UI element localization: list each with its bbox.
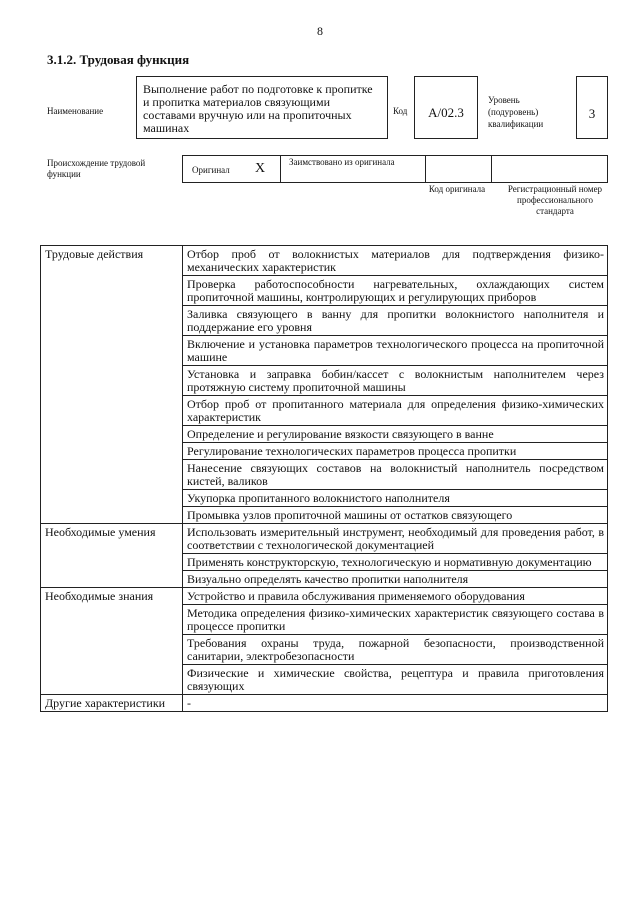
function-name-box: [136, 76, 388, 139]
required-skill-item: Использовать измерительный инструмент, необходимый для проведения работ, в соответствии с технологической документацией: [183, 524, 608, 554]
labor-action-item: Установка и заправка бобин/кассет с волокнистым наполнителем через протяжную систему пропиточной машины: [183, 366, 608, 396]
original-code-caption: Код оригинала: [428, 184, 486, 194]
required-knowledge-item: Устройство и правила обслуживания применяемого оборудования: [183, 588, 608, 605]
labor-action-item: Отбор проб от волокнистых материалов для подтверждения физико-механических характеристик: [183, 246, 608, 276]
level-label: Уровень (подуровень) квалификации: [488, 95, 544, 129]
required-skill-item: Визуально определять качество пропитки наполнителя: [183, 571, 608, 588]
other-characteristics-category: Другие характеристики: [41, 695, 183, 712]
code-box: [414, 76, 478, 139]
table-row: [41, 588, 608, 605]
labor-action-item: Регулирование технологических параметров процесса пропитки: [183, 443, 608, 460]
original-code-cell: [426, 155, 492, 183]
function-name-value: Выполнение работ по подготовке к пропитке и пропитка материалов связующими составами вручную или на пропиточных машинах: [143, 82, 373, 135]
required-knowledge-item: Физические и химические свойства, рецептура и правила приготовления связующих: [183, 665, 608, 695]
labor-action-item: Отбор проб от пропитанного материала для определения физико-химических характеристик: [183, 396, 608, 426]
code-label: Код: [393, 106, 408, 116]
labor-action-item: Включение и установка параметров технологического процесса на пропиточной машине: [183, 336, 608, 366]
required-knowledge-category: Необходимые знания: [41, 588, 183, 695]
other-characteristics-value: -: [183, 695, 608, 712]
borrowed-label: Заимствовано из оригинала: [289, 157, 395, 167]
table-row: [41, 246, 608, 276]
name-label: Наименование: [47, 106, 104, 116]
level-value: 3: [588, 106, 596, 121]
required-skill-item: Применять конструкторскую, технологическую и нормативную документацию: [183, 554, 608, 571]
page-number: 8: [317, 24, 323, 38]
table-row: [41, 524, 608, 554]
labor-action-item: Проверка работоспособности нагревательных, охлаждающих систем пропиточной машины, контролирующих и регулирующих приборов: [183, 276, 608, 306]
origin-label: Происхождение трудовой функции: [47, 158, 146, 179]
registration-number-caption: Регистрационный номер профессионального стандарта: [507, 184, 603, 216]
original-mark: X: [255, 161, 266, 176]
registration-number-cell: [492, 155, 608, 183]
function-details-table: [40, 245, 608, 712]
code-value: А/02.3: [428, 105, 464, 120]
table-row: [41, 695, 608, 712]
original-cell: [182, 155, 280, 183]
labor-action-item: Укупорка пропитанного волокнистого наполнителя: [183, 490, 608, 507]
required-skill-category: Необходимые умения: [41, 524, 183, 588]
borrowed-cell: [280, 155, 426, 183]
required-knowledge-item: Методика определения физико-химических характеристик связующего состава в процессе пропитки: [183, 605, 608, 635]
labor-action-item: Заливка связующего в ванну для пропитки волокнистого наполнителя и поддержание его уровня: [183, 306, 608, 336]
required-knowledge-item: Требования охраны труда, пожарной безопасности, производственной санитарии, электробезопасности: [183, 635, 608, 665]
section-title: 3.1.2. Трудовая функция: [47, 52, 190, 67]
labor-action-item: Промывка узлов пропиточной машины от остатков связующего: [183, 507, 608, 524]
labor-action-item: Определение и регулирование вязкости связующего в ванне: [183, 426, 608, 443]
labor-action-category: Трудовые действия: [41, 246, 183, 524]
original-label: Оригинал: [192, 165, 230, 175]
labor-action-item: Нанесение связующих составов на волокнистый наполнитель посредством кистей, валиков: [183, 460, 608, 490]
level-box: [576, 76, 608, 139]
